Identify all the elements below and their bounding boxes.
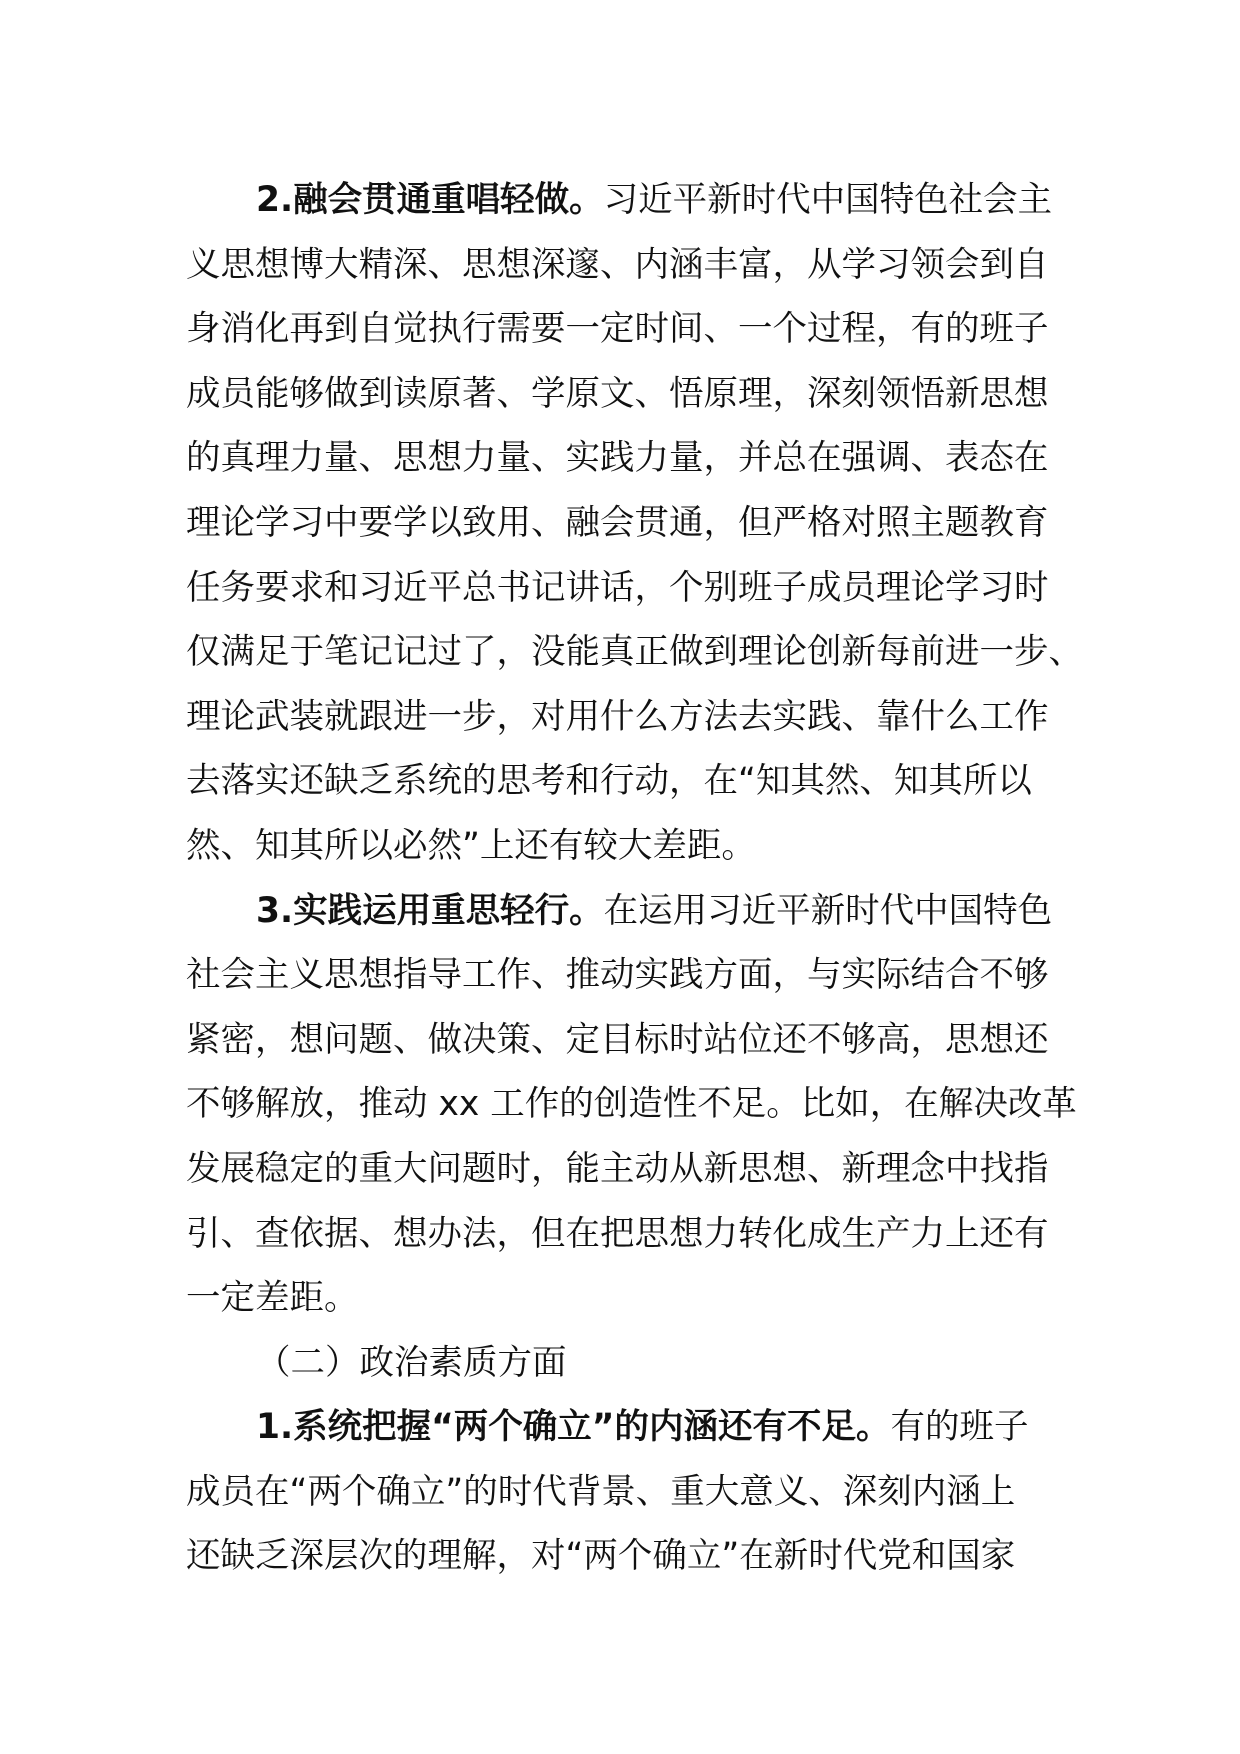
paragraph-first-line [186, 168, 1056, 233]
paragraph-line: 社会主义思想指导工作、推动实践方面，与实际结合不够 [186, 955, 1049, 996]
paragraph-line: 任务要求和习近平总书记讲话，个别班子成员理论学习时 [186, 567, 1049, 608]
paragraph-line: 理论武装就跟进一步，对用什么方法去实践、靠什么工作 [186, 696, 1049, 737]
paragraph-line: 紧密，想问题、做决策、定目标时站位还不够高，思想还 [186, 1019, 1049, 1060]
paragraph-line: 发展稳定的重大问题时，能主动从新思想、新理念中找指 [186, 1148, 1049, 1189]
paragraph-line: 不够解放，推动 xx 工作的创造性不足。比如，在解决改革 [186, 1084, 1077, 1125]
paragraph-first-line [186, 879, 1056, 944]
paragraph-line: 的真理力量、思想力量、实践力量，并总在强调、表态在 [186, 438, 1049, 479]
paragraph-line: 一定差距。 [186, 1278, 359, 1319]
section-heading [186, 1331, 1056, 1396]
paragraph-line: 引、查依据、想办法，但在把思想力转化成生产力上还有 [186, 1213, 1049, 1254]
paragraph-line: 成员能够做到读原著、学原文、悟原理，深刻领悟新思想 [186, 373, 1049, 414]
paragraph-line: 仅满足于笔记记过了，没能真正做到理论创新每前进一步、 [186, 632, 1083, 673]
paragraph-practice [186, 879, 1077, 1331]
paragraph-first-line [186, 1395, 1056, 1460]
paragraph-line: 然、知其所以必然”上还有较大差距。 [186, 825, 756, 866]
paragraph-line: 身消化再到自觉执行需要一定时间、一个过程，有的班子 [186, 309, 1049, 350]
paragraph-line: 还缺乏深层次的理解，对“两个确立”在新时代党和国家 [186, 1536, 1016, 1577]
paragraph-two-establishments [186, 1395, 1056, 1589]
paragraph-text: 习近平新时代中国特色社会主 [603, 180, 1053, 220]
paragraph-lead-heading: 2.融会贯通重唱轻做。 [256, 180, 604, 220]
paragraph-lead-heading: 3.实践运用重思轻行。 [256, 890, 604, 931]
paragraph-line: 成员在“两个确立”的时代背景、重大意义、深刻内涵上 [186, 1471, 1016, 1512]
paragraph-line: 去落实还缺乏系统的思考和行动，在“知其然、知其所以 [186, 761, 1032, 802]
paragraph-lead-heading: 1.系统把握“两个确立”的内涵还有不足。 [256, 1407, 891, 1448]
paragraph-text: 有的班子 [890, 1407, 1029, 1448]
document-body [186, 168, 1083, 1589]
paragraph-integration [186, 168, 1083, 879]
paragraph-text: 在运用习近平新时代中国特色 [603, 890, 1053, 931]
section-heading-text: （二）政治素质方面 [256, 1342, 567, 1383]
paragraph-line: 理论学习中要学以致用、融会贯通，但严格对照主题教育 [186, 502, 1049, 543]
paragraph-line: 义思想博大精深、思想深邃、内涵丰富，从学习领会到自 [186, 244, 1049, 285]
